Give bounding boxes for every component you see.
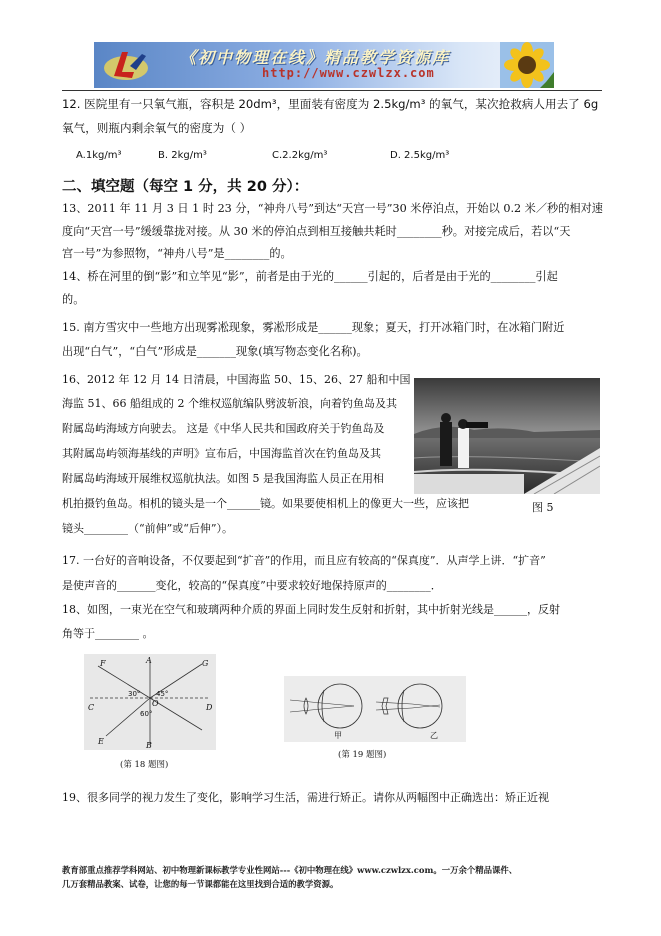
banner-title: 《初中物理在线》精品教学资源库 xyxy=(180,48,451,67)
fig19-label-left: 甲 xyxy=(334,731,342,740)
fig18-angle-45: 45° xyxy=(156,690,169,698)
fig19-label-right: 乙 xyxy=(430,731,438,740)
sunflower-icon xyxy=(500,42,554,88)
q16-line5: 附属岛屿海域开展维权巡航执法。如图 5 是我国海监人员正在用相 xyxy=(62,472,384,485)
fig18-label-g: G xyxy=(202,659,209,668)
fig18-caption: (第 18 题图) xyxy=(120,760,169,770)
fig19-caption: (第 19 题图) xyxy=(338,750,387,760)
fig18-label-e: E xyxy=(98,737,104,746)
q18-line2: 角等于________ 。 xyxy=(62,627,154,640)
q15-line2: 出现“白气”，“白气”形成是_______现象(填写物态变化名称)。 xyxy=(62,345,368,358)
fig18-label-b: B xyxy=(146,741,152,750)
fig18-label-d: D xyxy=(206,703,213,712)
q18-line1: 18、如图，一束光在空气和玻璃两种介质的界面上同时发生反射和折射，其中折射光线是______，反射 xyxy=(62,603,560,616)
footer-line2: 几万套精品教案、试卷，让您的每一节课都能在这里找到合适的教学资源。 xyxy=(62,879,339,889)
q16-line3: 附属岛屿海域方向驶去。 这是《中华人民共和国政府关于钓鱼岛及 xyxy=(62,422,385,435)
q19-line1: 19、很多同学的视力发生了变化，影响学习生活，需进行矫正。请你从两幅图中正确选出：矫正近视 xyxy=(62,791,549,804)
q15-line1: 15. 南方雪灾中一些地方出现雾凇现象，雾凇形成是______现象；夏天，打开冰箱门时，在冰箱门附近 xyxy=(62,321,565,334)
q14-line1: 14、桥在河里的倒“影”和立竿见“影”，前者是由于光的______引起的，后者是由于光的________引起 xyxy=(62,270,558,283)
eye-correction-diagram xyxy=(284,676,466,742)
fig18-label-o: O xyxy=(152,699,159,708)
banner-url: http://www.czwlzx.com xyxy=(262,66,435,80)
fig18-angle-30: 30° xyxy=(128,690,141,698)
surveillance-photo xyxy=(414,378,600,494)
q12-option-a: A.1kg/m³ xyxy=(76,150,122,161)
q16-line1: 16、2012 年 12 月 14 日清晨，中国海监 50、15、26、27 船和中国 xyxy=(62,373,411,386)
fig18-label-c: C xyxy=(88,703,95,712)
q12-line1: 12. 医院里有一只氧气瓶，容积是 20dm³，里面装有密度为 2.5kg/m³ 的氧气，某次抢救病人用去了 6g xyxy=(62,97,599,111)
q16-line7: 镜头________（“前伸”或“后伸”）。 xyxy=(62,522,233,535)
q17-line1: 17. 一台好的音响设备，不仅要起到“扩音”的作用，而且应有较高的“保真度”．从声学上讲．“扩音” xyxy=(62,554,546,567)
q13-line2: 度向“天宫一号”缓缓靠拢对接。从 30 米的停泊点到相互接触共耗时________秒。对接完成后，若以“天 xyxy=(62,225,571,238)
q12-line2: 氧气，则瓶内剩余氧气的密度为（ ） xyxy=(62,121,252,135)
refraction-diagram xyxy=(84,654,216,750)
q16-line2: 海监 51、66 船组成的 2 个维权巡航编队劈波斩浪，向着钓鱼岛及其 xyxy=(62,397,397,410)
q12-option-b: B. 2kg/m³ xyxy=(158,150,207,161)
q16-line4: 其附属岛屿领海基线的声明》宣布后，中国海监首次在钓鱼岛及其 xyxy=(62,447,381,460)
fig18-angle-60: 60° xyxy=(140,710,153,718)
q13-line1: 13、2011 年 11 月 3 日 1 时 23 分，“神舟八号”到达“天宫一号”30 米停泊点，开始以 0.2 米／秒的相对速 xyxy=(62,202,603,215)
header-banner xyxy=(94,42,554,88)
figure5-label: 图 5 xyxy=(532,501,554,514)
fig18-label-a: A xyxy=(146,656,152,665)
q14-line2: 的。 xyxy=(62,293,85,306)
q12-option-d: D. 2.5kg/m³ xyxy=(390,150,450,161)
q12-option-c: C.2.2kg/m³ xyxy=(272,150,328,161)
site-logo-icon xyxy=(100,46,156,84)
header-rule xyxy=(62,90,602,91)
q16-line6: 机拍摄钓鱼岛。相机的镜头是一个______镜。如果要使相机上的像更大一些，应该把 xyxy=(62,497,469,510)
q13-line3: 宫一号”为参照物，“神舟八号”是________的。 xyxy=(62,247,292,260)
section-heading: 二、填空题（每空 1 分，共 20 分）： xyxy=(62,179,309,195)
q17-line2: 是使声音的_______变化，较高的“保真度”中要求较好地保持原声的________． xyxy=(62,579,442,592)
fig18-label-f: F xyxy=(100,659,106,668)
footer-line1: 教育部重点推荐学科网站、初中物理新课标教学专业性网站---《初中物理在线》www.czwlzx.com。一万余个精品课件、 xyxy=(62,865,518,875)
